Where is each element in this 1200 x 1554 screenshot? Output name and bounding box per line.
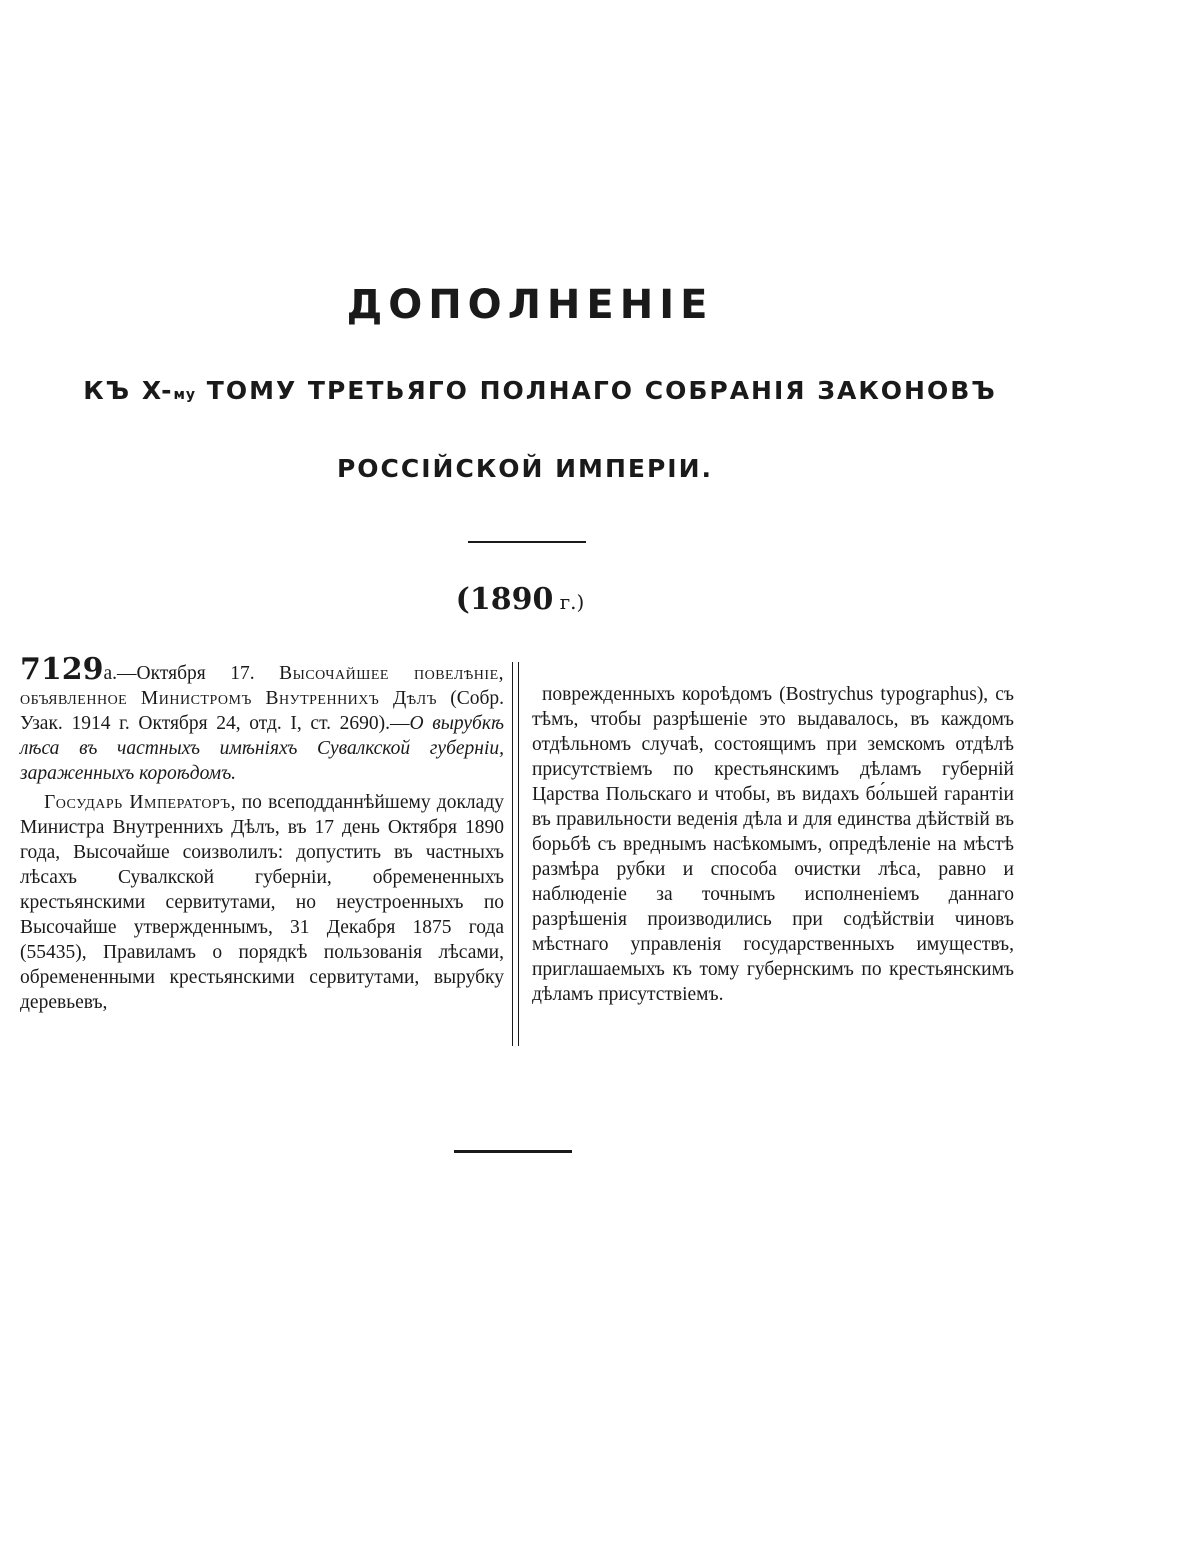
top-divider-rule (468, 541, 586, 543)
article-heading (20, 652, 504, 786)
year-suffix: г.) (553, 590, 585, 614)
article-title: О вырубкѣ лѣса въ частныхъ имѣніяхъ Сувалкской губерніи, зараженныхъ короѣдомъ. (20, 713, 504, 784)
subtitle-superscript: му (173, 387, 197, 403)
year-number: (1890 (455, 582, 554, 617)
article-source-reference: (Собр. Узак. 1914 г. Октября 24, отд. I, ст. 2690).— (20, 688, 504, 734)
left-column (20, 652, 504, 1015)
article-body-left (20, 790, 504, 1015)
document-subtitle-line2: РОССІЙСКОЙ ИМПЕРІИ. (336, 454, 713, 483)
document-title: ДОПОЛНЕНІЕ (346, 282, 714, 328)
article-decree-type: Высочайшее повелѣніе, объявленное Министромъ Внутреннихъ Дѣлъ (20, 663, 504, 709)
article-body-left-text: , по всеподданнѣйшему докладу Министра Внутреннихъ Дѣлъ, въ 17 день Октября 1890 года, Высочайше соизволилъ: допустить въ частныхъ лѣсахъ Сувалкской губерніи, обремененныхъ крестьянскими сервитутами, но неустроенныхъ по Высочайше утвержденнымъ, 31 Декабря 1875 года (55435), Правиламъ о порядкѣ пользованія лѣсами, обремененными крестьянскими сервитутами, вырубку деревьевъ, (20, 792, 504, 1013)
article-body-right: поврежденныхъ короѣдомъ (Bostrychus typographus), съ тѣмъ, чтобы разрѣшеніе это выдавалось, въ каждомъ отдѣльномъ случаѣ, состоящимъ при земскомъ отдѣлѣ присутствіемъ по крестьянскимъ дѣламъ губерній Царства Польскаго и чтобы, въ видахъ бо́льшей гарантіи въ правильности веденія дѣла и для единства дѣйствій въ борьбѣ съ вреднымъ насѣкомымъ, опредѣленіе на мѣстѣ размѣра рубки и способа очистки лѣса, равно и наблюденіе за точнымъ исполненіемъ даннаго разрѣшенія производились при содѣйствіи чиновъ мѣстнаго управленія государственныхъ имуществъ, приглашаемыхъ къ тому губернскимъ по крестьянскимъ дѣламъ присутствіемъ. (532, 684, 1014, 1005)
article-body-lead: Государь Императоръ (44, 792, 231, 813)
column-divider (512, 662, 519, 1046)
article-date: а.—Октября 17. (103, 663, 280, 684)
bottom-divider-rule (454, 1150, 572, 1153)
subtitle-part-a: КЪ X- (83, 376, 174, 405)
article-number: 7129 (20, 652, 104, 687)
document-subtitle-line1 (0, 376, 1080, 405)
right-column (532, 682, 1014, 1007)
year-heading (0, 582, 1040, 617)
subtitle-part-b: ТОМУ ТРЕТЬЯГО ПОЛНАГО СОБРАНІЯ ЗАКОНОВЪ (196, 376, 997, 405)
